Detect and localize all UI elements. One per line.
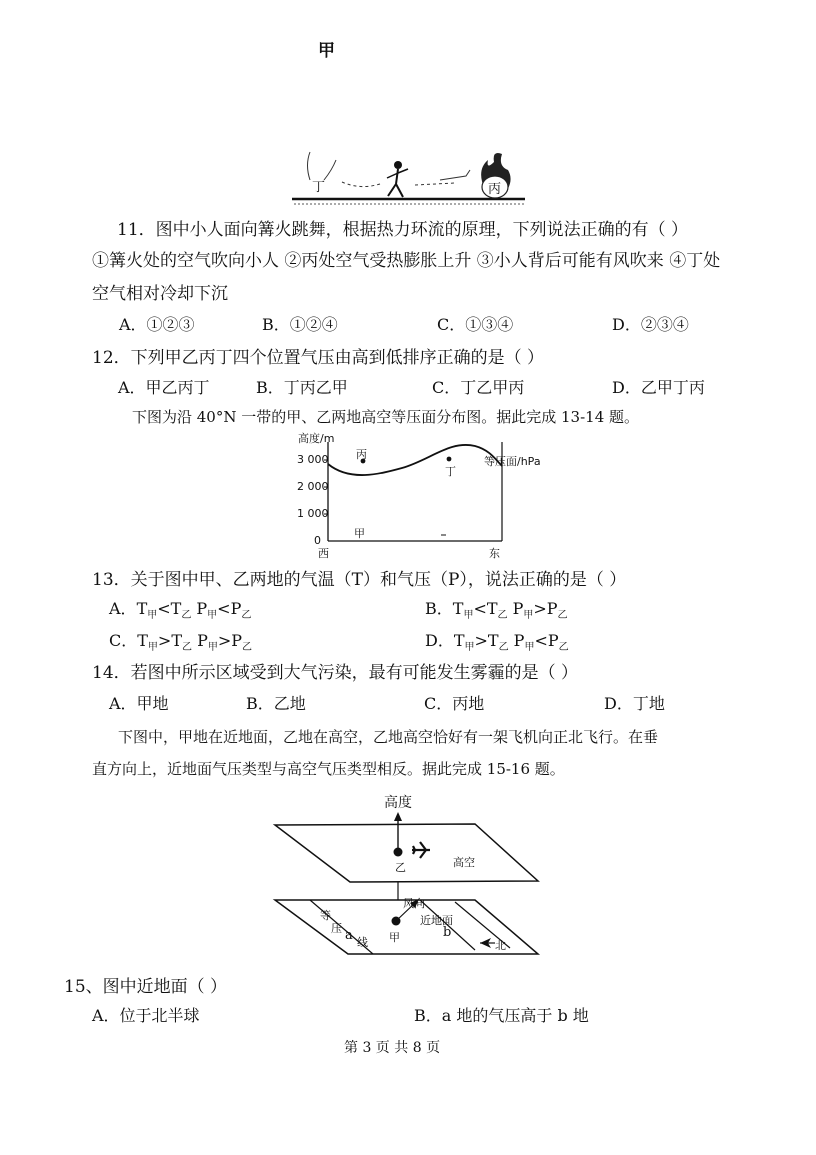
fig2-x-west: 西 — [318, 547, 329, 560]
q11-option-a: A．①②③ — [119, 315, 195, 334]
fig3-point-b: b — [443, 925, 452, 940]
q14-option-b: B．乙地 — [246, 694, 306, 713]
fig2-x-east: 东 — [489, 547, 500, 560]
fig3-pressure-plane-diagram — [270, 790, 550, 960]
fig1-bing-label: 丙 — [488, 182, 502, 197]
q13-option-b: B．$T_甲<T_乙$ $P_甲>P_乙$ — [425, 599, 568, 622]
q13-option-d: D．$T_甲>T_乙$ $P_甲<P_乙$ — [425, 631, 569, 654]
intro-15-16: 直方向上，近地面气压类型与高空气压类型相反。据此完成 15-16 题。 — [92, 760, 565, 778]
fig2-isobar-label: 等压面/hPa — [484, 455, 541, 468]
fig2-ytick: 1 000 — [297, 507, 329, 520]
q12-option-a: A．甲乙丙丁 — [118, 378, 210, 397]
page-footer: 第 3 页 共 8 页 — [344, 1040, 441, 1056]
q11-statements-line: ①篝火处的空气吹向小人 ②丙处空气受热膨胀上升 ③小人背后可能有风吹来 ④丁处 — [92, 251, 721, 271]
q12-option-c: C．丁乙甲丙 — [432, 378, 525, 397]
q14-option-a: A．甲地 — [109, 694, 169, 713]
q14-option-d: D．丁地 — [604, 694, 665, 713]
q15-stem: 15、图中近地面（ ） — [64, 977, 228, 997]
q13-option-c: C．$T_甲>T_乙$ $P_甲>P_乙$ — [109, 631, 253, 654]
fig3-near-ground-label: 近地面 — [420, 914, 453, 927]
fig3-high-altitude-label: 高空 — [453, 856, 475, 869]
q12-option-b: B．丁丙乙甲 — [256, 378, 348, 397]
q13-option-a: A．$T_甲<T_乙$ $P_甲<P_乙$ — [109, 599, 252, 622]
fig2-ding-label: 丁 — [445, 465, 456, 478]
fig3-isobar-deng: 等 — [320, 909, 331, 922]
q14-stem: 14．若图中所示区域受到大气污染，最有可能发生雾霾的是（ ） — [92, 663, 579, 683]
q11-option-c: C．①③④ — [437, 315, 514, 334]
fig3-isobar-xian: 线 — [357, 936, 368, 949]
q11-option-b: B．①②④ — [262, 315, 338, 334]
fig3-north-label: 北 — [495, 939, 506, 952]
fig2-ytick: 2 000 — [297, 480, 329, 493]
q15-option-a: A．位于北半球 — [92, 1006, 200, 1025]
q15-option-b: B．a 地的气压高于 b 地 — [414, 1006, 589, 1025]
q11-option-d: D．②③④ — [612, 315, 689, 334]
q12-option-d: D．乙甲丁丙 — [612, 378, 705, 397]
fig2-bing-label: 丙 — [356, 448, 367, 461]
fig3-wind-direction-label: 风向 — [403, 897, 425, 910]
q11-statements-line: 空气相对冷却下沉 — [92, 284, 228, 304]
fig3-point-a: a — [345, 928, 353, 943]
q12-stem: 12．下列甲乙丙丁四个位置气压由高到低排序正确的是（ ） — [92, 348, 545, 368]
fig1-bonfire-diagram — [280, 140, 530, 210]
q14-option-c: C．丙地 — [424, 694, 485, 713]
fig1-ding-label: 丁 — [312, 180, 326, 195]
intro-15-16: 下图中，甲地在近地面，乙地在高空，乙地高空恰好有一架飞机向正北飞行。在垂 — [118, 728, 659, 746]
fig3-yi-label: 乙 — [395, 861, 406, 874]
fig2-ylabel: 高度/m — [298, 432, 335, 445]
fig1-top-label: 甲 — [318, 41, 335, 61]
q13-stem: 13．关于图中甲、乙两地的气温（T）和气压（P），说法正确的是（ ） — [92, 570, 627, 590]
intro-13-14: 下图为沿 40°N 一带的甲、乙两地高空等压面分布图。据此完成 13-14 题。 — [132, 408, 640, 426]
fig2-ytick: 0 — [314, 534, 321, 547]
fig3-height-label: 高度 — [384, 795, 412, 811]
fig2-ytick: 3 000 — [297, 453, 329, 466]
q11-stem: 11．图中小人面向篝火跳舞，根据热力环流的原理，下列说法正确的有（ ） — [117, 220, 689, 240]
fig3-jia-label: 甲 — [389, 931, 400, 944]
fig2-jia-label: 甲 — [354, 527, 365, 540]
fig3-isobar-ya: 压 — [331, 922, 342, 935]
